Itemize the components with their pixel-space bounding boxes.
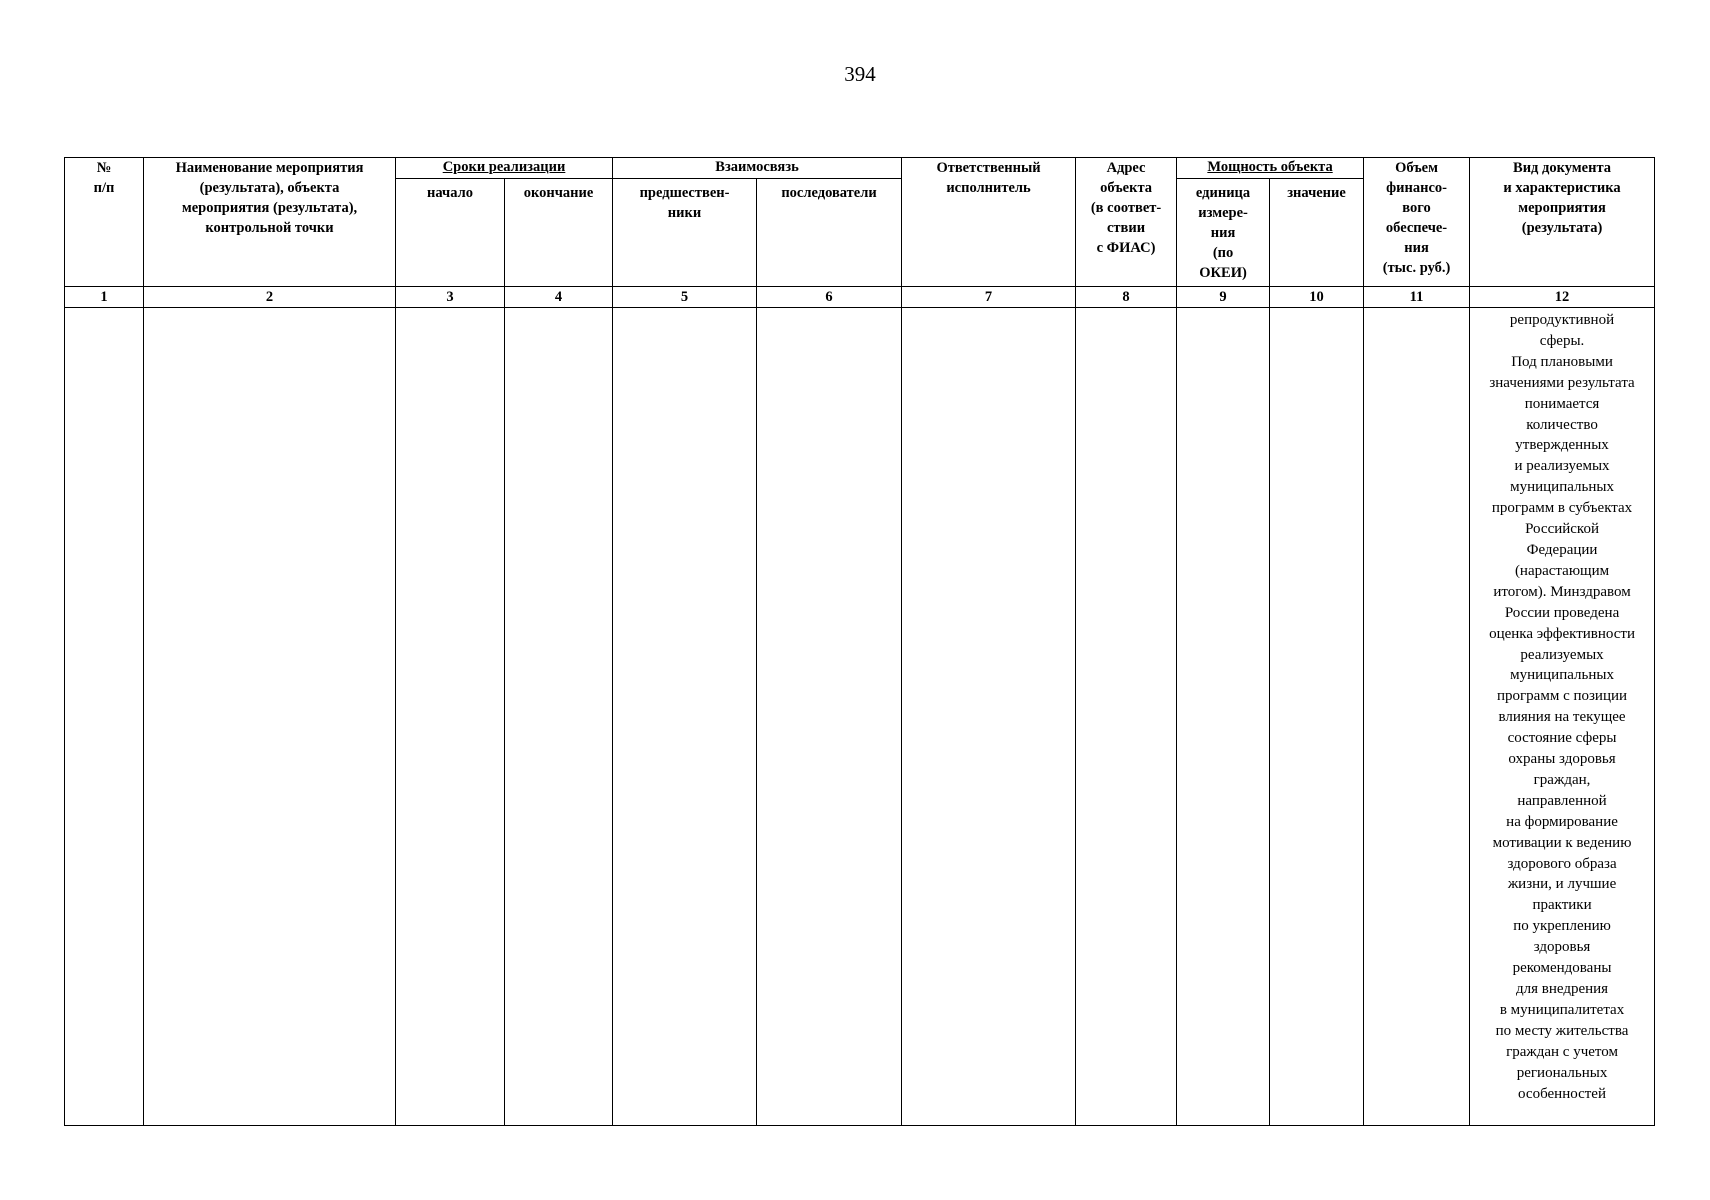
column-number: 10 [1270,287,1364,308]
column-number: 5 [613,287,757,308]
cell-predecessors [613,308,757,1126]
cell-name [144,308,396,1126]
cell-successors [757,308,902,1126]
column-number: 3 [396,287,505,308]
header-group-links: Взаимосвязь [613,158,902,179]
cell-responsible [902,308,1076,1126]
header-group-capacity: Мощность объекта [1177,158,1364,179]
cell-funding [1364,308,1470,1126]
header-col-1: № п/п [65,158,144,287]
column-number: 8 [1076,287,1177,308]
header-col-10: значение [1270,179,1364,287]
column-number: 4 [505,287,613,308]
column-number: 12 [1470,287,1655,308]
column-number: 11 [1364,287,1470,308]
header-col-2: Наименование мероприятия (результата), объекта мероприятия (результата), контрольной точки [144,158,396,287]
cell-address [1076,308,1177,1126]
header-col-7: Ответственный исполнитель [902,158,1076,287]
cell-value [1270,308,1364,1126]
cell-unit [1177,308,1270,1126]
cell-start [396,308,505,1126]
cell-end [505,308,613,1126]
column-number: 6 [757,287,902,308]
header-col-11: Объем финансо- вого обеспече- ния (тыс. руб.) [1364,158,1470,287]
plan-table [64,157,1655,1126]
cell-description: репродуктивной сферы. Под плановыми значениями результата понимается количество утвержденных и реализуемых муниципальных программ в субъектах Российской Федерации (нарастающим итогом). Минздравом России проведена оценка эффективности реализуемых муниципальных программ с позиции влияния на текущее состояние сферы охраны здоровья граждан, направленной на формирование мотивации к ведению здорового образа жизни, и лучшие практики по укреплению здоровья рекомендованы для внедрения в муниципалитетах по месту жительства граждан с учетом региональных особенностей [1470,308,1655,1126]
page-number: 394 [844,62,876,86]
header-col-8: Адрес объекта (в соответ- ствии с ФИАС) [1076,158,1177,287]
column-number: 2 [144,287,396,308]
column-number: 7 [902,287,1076,308]
header-group-terms: Сроки реализации [396,158,613,179]
column-number: 9 [1177,287,1270,308]
header-col-12: Вид документа и характеристика мероприятия (результата) [1470,158,1655,287]
header-col-3: начало [396,179,505,287]
column-number-row [65,287,1655,308]
column-number: 1 [65,287,144,308]
header-row-1 [65,158,1655,179]
header-col-4: окончание [505,179,613,287]
header-col-5: предшествен- ники [613,179,757,287]
table-row [65,308,1655,1126]
header-col-9: единица измере- ния (по ОКЕИ) [1177,179,1270,287]
cell-number [65,308,144,1126]
header-col-6: последователи [757,179,902,287]
